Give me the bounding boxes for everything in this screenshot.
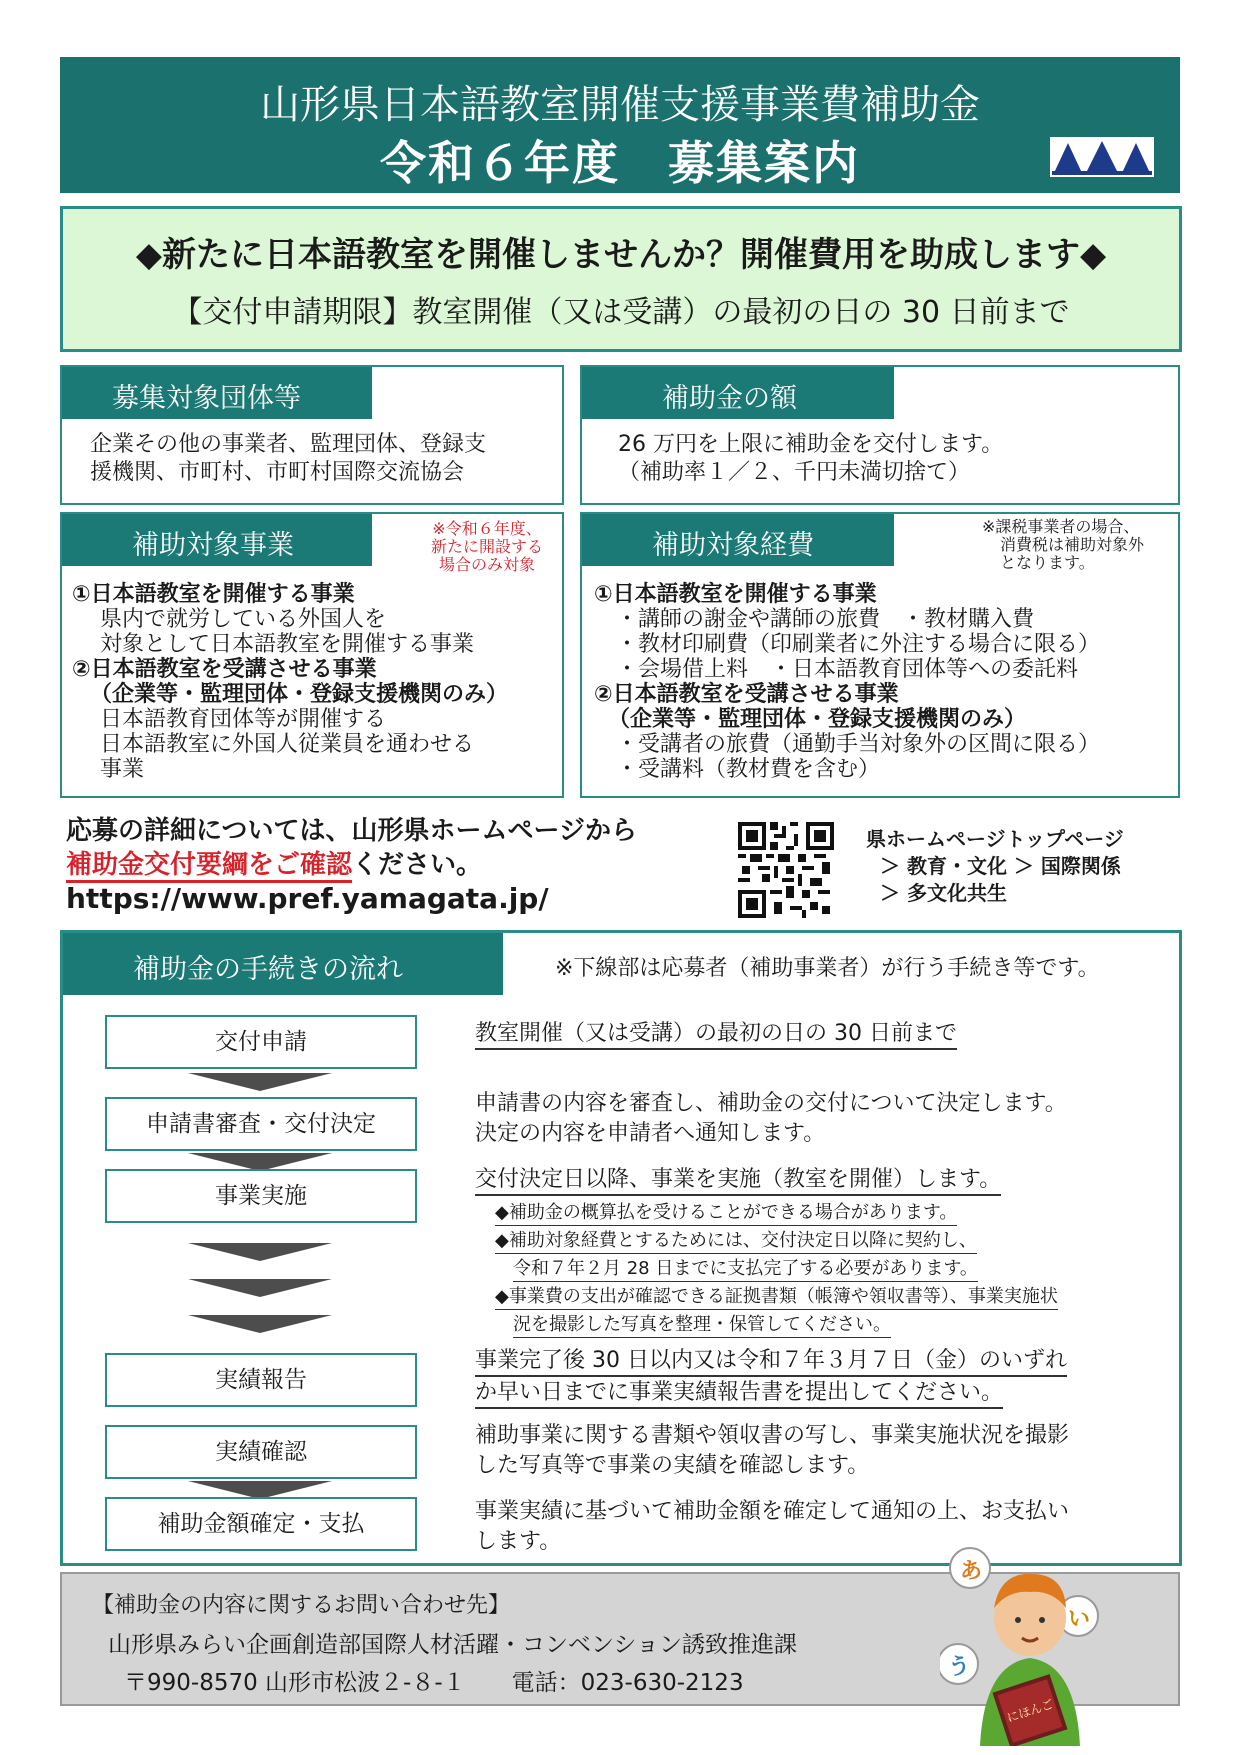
page-title: 令和６年度 募集案内 [380,136,860,190]
mascot-bubble-a: あ [960,1559,983,1584]
desc-text: 申請書の内容を審査し、補助金の交付について決定します。 [475,1091,1067,1116]
subsidy-amount-box [580,365,1180,505]
details-line-rest: ください。 [352,850,483,880]
nav-path-line: ＞ 多文化共生 [880,881,1007,905]
eligible-expenses-list [594,582,1100,782]
step-desc-confirmation [475,1421,1069,1481]
desc-text: した写真等で事業の実績を確認します。 [475,1453,870,1478]
eligible-projects-note [412,520,562,574]
desc-text: か早い日までに事業実績報告書を提出してください。 [475,1380,1003,1409]
flow-arrow [188,1243,332,1261]
flow-step-application: 交付申請 [105,1015,417,1069]
nav-path-line: ＞ 教育・文化 ＞ 国際関係 [880,854,1121,878]
note-line: となります。 [1000,553,1095,572]
contact-department: 山形県みらい企画創造部国際人材活躍・コンベンション誘致推進課 [108,1632,797,1658]
project-item-text: 日本語教育団体等が開催する [100,707,387,732]
flow-step-payment: 補助金額確定・支払 [105,1497,417,1551]
project-item-text: 事業 [100,757,145,782]
expense-item-text: ・受講者の旅費（通勤手当対象外の区間に限る） [616,732,1101,757]
expense-item-title: ①日本語教室を開催する事業 [594,582,877,607]
note-line: 新たに開設する [430,537,543,556]
expense-item-subtitle: （企業等・監理団体・登録支援機関のみ） [608,707,1027,732]
contact-title: 【補助金の内容に関するお問い合わせ先】 [92,1593,511,1618]
note-text: ◆補助金の概算払を受けることができる場合があります。 [495,1202,957,1226]
procedure-flow-heading [63,933,503,995]
expense-item-text: ・講師の謝金や講師の旅費 ・教材購入費 [616,607,1035,632]
expense-item-text: ・会場借上料 ・日本語教育団体等への委託料 [616,657,1079,682]
procedure-flow-box [60,930,1182,1566]
eligible-projects-box [60,512,564,798]
prefecture-url[interactable]: https://www.pref.yamagata.jp/ [66,882,549,915]
note-text: ◆事業費の支出が確認できる証拠書類（帳簿や領収書等）、事業実施状 [495,1286,1058,1310]
mascot-bubble-u: う [948,1655,971,1680]
flow-arrow [188,1315,332,1333]
flow-step-confirmation: 実績確認 [105,1425,417,1479]
step-desc-report [475,1345,1067,1409]
note-text: 令和７年２月 28 日までに支払完了する必要があります。 [513,1258,978,1282]
desc-text: します。 [475,1529,562,1554]
desc-text: 交付決定日以降、事業を実施（教室を開催）します。 [475,1167,1001,1196]
note-line: ※課税事業者の場合、 [982,517,1140,536]
promo-banner [60,206,1182,352]
flow-step-report: 実績報告 [105,1353,417,1407]
details-line: 応募の詳細については、山形県ホームページから [66,816,637,846]
desc-text: 事業実績に基づいて補助金額を確定して通知の上、お支払い [475,1499,1070,1524]
expense-item-text: ・受講料（教材費を含む） [616,757,881,782]
mascot-book-label: にほんご [1005,1696,1056,1726]
eligible-projects-list [72,582,508,782]
desc-text: 決定の内容を申請者へ通知します。 [475,1121,826,1146]
eligible-expenses-heading-text: 補助対象経費 [652,530,814,561]
mascot-illustration [940,1546,1120,1746]
target-groups-heading-text: 募集対象団体等 [112,383,301,414]
step-desc-implementation [475,1165,1001,1195]
step-desc-review [475,1089,1067,1149]
project-item-text: 日本語教室に外国人従業員を通わせる [100,732,475,757]
subsidy-amount-heading [582,367,894,419]
desc-text: 教室開催（又は受講）の最初の日の 30 日前まで [475,1021,957,1050]
project-item-title: ①日本語教室を開催する事業 [72,582,355,607]
step-desc-application [475,1019,957,1049]
details-info [66,814,637,916]
program-title: 山形県日本語教室開催支援事業費補助金 [260,82,980,128]
project-item-text: 県内で就労している外国人を [100,607,387,632]
amount-line: 26 万円を上限に補助金を交付します。 [618,432,1004,457]
mascot-bubble-i: い [1068,1607,1091,1632]
contact-address: 〒990-8570 山形市松波２-８-１ 電話：023-630-2123 [124,1670,744,1696]
target-line: 援機関、市町村、市町村国際交流協会 [90,460,465,485]
navigation-path [866,826,1124,907]
prefecture-logo [1050,137,1154,177]
expense-item-title: ②日本語教室を受講させる事業 [594,682,899,707]
implementation-notes [495,1199,1058,1339]
note-line: 場合のみ対象 [438,555,535,574]
desc-text: 事業完了後 30 日以内又は令和７年３月７日（金）のいずれ [475,1348,1067,1377]
note-text: ◆補助対象経費とするためには、交付決定日以降に契約し、 [495,1230,977,1254]
nav-path-line: 県ホームページトップページ [866,827,1124,851]
expense-item-text: ・教材印刷費（印刷業者に外注する場合に限る） [616,632,1101,657]
procedure-flow-heading-text: 補助金の手続きの流れ [133,954,403,985]
application-deadline: 【交付申請期限】教室開催（又は受講）の最初の日の 30 日前まで [172,295,1070,330]
project-item-text: 対象として日本語教室を開催する事業 [100,632,475,657]
flow-arrow [188,1279,332,1297]
promo-headline: ◆新たに日本語教室を開催しませんか？開催費用を助成します◆ [135,235,1107,275]
target-line: 企業その他の事業者、監理団体、登録支 [90,432,487,457]
header-banner [60,57,1180,193]
note-line: ※令和６年度、 [432,519,542,538]
eligible-expenses-heading [582,514,894,566]
flow-arrow [188,1073,332,1091]
project-item-subtitle: （企業等・監理団体・登録支援機関のみ） [90,682,509,707]
eligible-projects-heading [62,514,372,566]
target-groups-text [90,431,486,487]
flow-step-implementation: 事業実施 [105,1169,417,1223]
eligible-projects-heading-text: 補助対象事業 [132,530,294,561]
eligible-expenses-box [580,512,1180,798]
flow-step-review: 申請書審査・交付決定 [105,1097,417,1151]
underline-note: ※下線部は応募者（補助事業者）が行う手続き等です。 [555,956,1100,981]
eligible-expenses-note [982,518,1172,572]
desc-text: 補助事業に関する書類や領収書の写し、事業実施状況を撮影 [475,1423,1070,1448]
target-groups-heading [62,367,372,419]
project-item-title: ②日本語教室を受講させる事業 [72,657,377,682]
target-groups-box [60,365,564,505]
subsidy-amount-text [618,431,1003,487]
guidelines-link-text[interactable]: 補助金交付要綱をご確認 [66,850,352,883]
subsidy-amount-heading-text: 補助金の額 [662,383,797,414]
qr-code[interactable] [738,822,834,918]
note-line: 消費税は補助対象外 [1000,535,1145,554]
note-text: 況を撮影した写真を整理・保管してください。 [513,1314,891,1338]
amount-line: （補助率１／２、千円未満切捨て） [618,460,971,485]
